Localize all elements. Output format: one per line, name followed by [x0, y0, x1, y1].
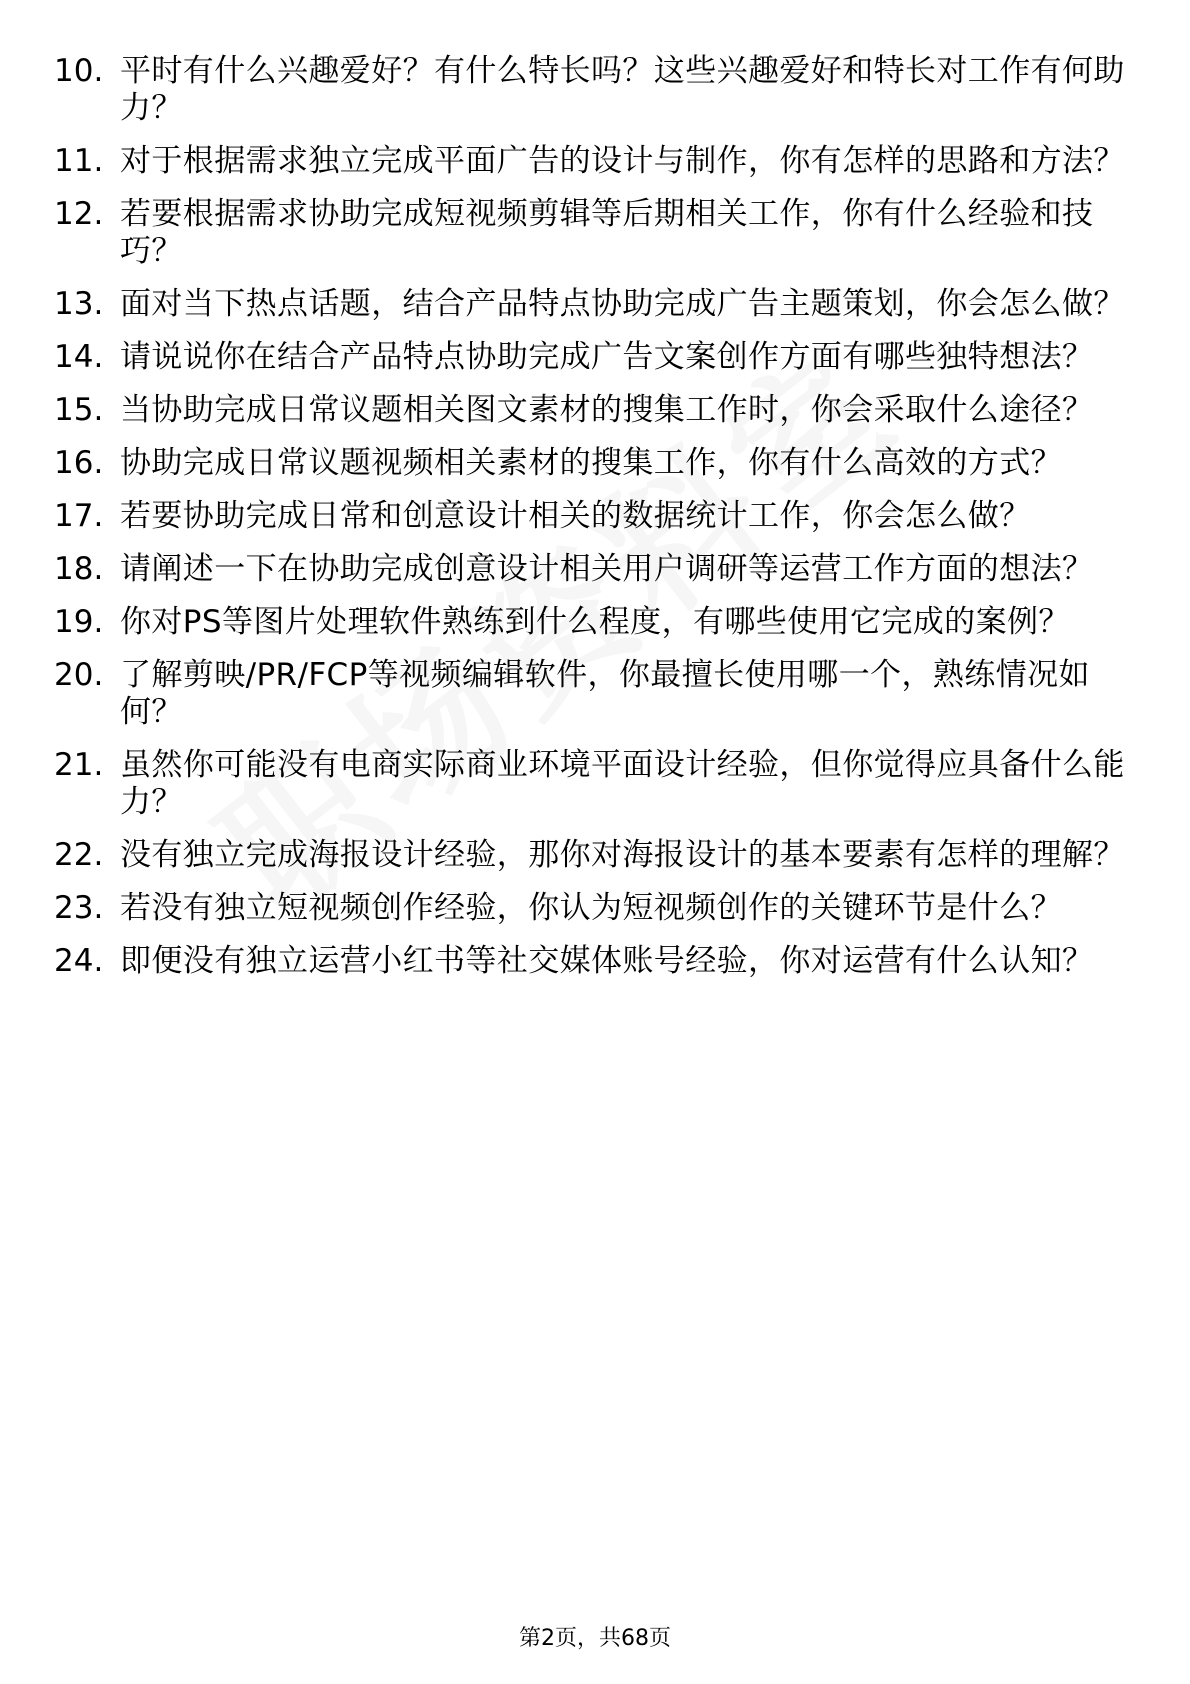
question-number: 17. [54, 498, 104, 534]
question-item [54, 943, 1134, 980]
question-list [54, 53, 1134, 996]
question-item [54, 747, 1134, 821]
question-number: 20. [54, 657, 104, 693]
question-text: 若要根据需求协助完成短视频剪辑等后期相关工作，你有什么经验和技巧？ [120, 196, 1094, 269]
question-number: 11. [54, 143, 104, 179]
question-number: 15. [54, 392, 104, 428]
question-text: 当协助完成日常议题相关图文素材的搜集工作时，你会采取什么途径？ [120, 392, 1094, 428]
question-item [54, 604, 1134, 641]
question-text: 若没有独立短视频创作经验，你认为短视频创作的关键环节是什么？ [120, 890, 1062, 926]
question-text: 若要协助完成日常和创意设计相关的数据统计工作，你会怎么做？ [120, 498, 1031, 534]
question-number: 19. [54, 604, 104, 640]
question-number: 14. [54, 339, 104, 375]
question-text: 对于根据需求独立完成平面广告的设计与制作，你有怎样的思路和方法？ [120, 143, 1125, 179]
question-number: 13. [54, 286, 104, 322]
question-text: 没有独立完成海报设计经验，那你对海报设计的基本要素有怎样的理解？ [120, 837, 1125, 873]
question-item [54, 890, 1134, 927]
question-item [54, 445, 1134, 482]
question-text: 请说说你在结合产品特点协助完成广告文案创作方面有哪些独特想法？ [120, 339, 1094, 375]
question-item [54, 286, 1134, 323]
question-text: 平时有什么兴趣爱好？有什么特长吗？这些兴趣爱好和特长对工作有何助力？ [120, 53, 1125, 126]
question-number: 22. [54, 837, 104, 873]
question-text: 协助完成日常议题视频相关素材的搜集工作，你有什么高效的方式？ [120, 445, 1062, 481]
question-item [54, 657, 1134, 731]
question-item [54, 837, 1134, 874]
question-item [54, 143, 1134, 180]
question-number: 23. [54, 890, 104, 926]
question-text: 了解剪映/PR/FCP等视频编辑软件，你最擅长使用哪一个，熟练情况如何？ [120, 657, 1090, 730]
question-item [54, 392, 1134, 429]
question-item [54, 196, 1134, 270]
question-number: 10. [54, 53, 104, 89]
question-item [54, 339, 1134, 376]
page-footer [0, 1626, 1190, 1652]
question-number: 18. [54, 551, 104, 587]
question-item [54, 53, 1134, 127]
question-number: 21. [54, 747, 104, 783]
question-text: 面对当下热点话题，结合产品特点协助完成广告主题策划，你会怎么做？ [120, 286, 1125, 322]
question-text: 虽然你可能没有电商实际商业环境平面设计经验，但你觉得应具备什么能力？ [120, 747, 1125, 820]
question-item [54, 498, 1134, 535]
question-text: 请阐述一下在协助完成创意设计相关用户调研等运营工作方面的想法？ [120, 551, 1094, 587]
page-number-label: 第2页，共68页 [519, 1626, 671, 1651]
question-number: 16. [54, 445, 104, 481]
question-item [54, 551, 1134, 588]
question-text: 即便没有独立运营小红书等社交媒体账号经验，你对运营有什么认知？ [120, 943, 1094, 979]
question-number: 12. [54, 196, 104, 232]
question-number: 24. [54, 943, 104, 979]
question-text: 你对PS等图片处理软件熟练到什么程度，有哪些使用它完成的案例？ [120, 604, 1070, 640]
